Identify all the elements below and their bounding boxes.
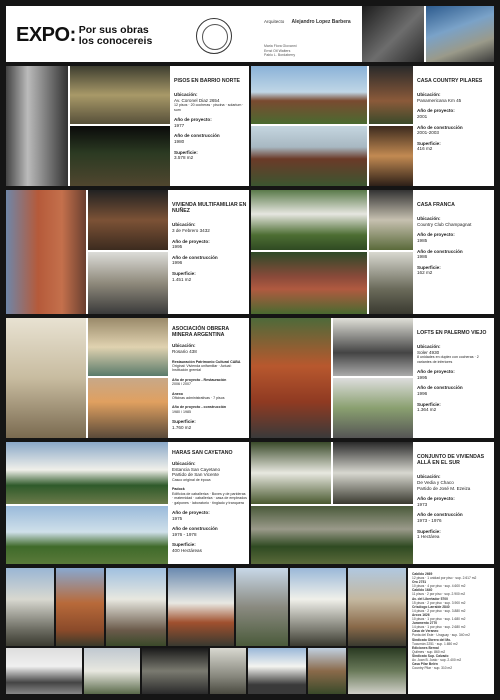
info-label: Ubicación: (417, 92, 441, 98)
info-label: Superficie: (172, 419, 196, 425)
info-value: 2001-2003 (417, 130, 439, 136)
project-panel-pisos-barrio-norte (6, 66, 249, 186)
info-label: Año de construcción (174, 133, 220, 139)
house-photo (251, 126, 367, 186)
seal-logo (196, 18, 232, 54)
info-value: 1986 (417, 254, 428, 260)
info-value: 1.760 m2 (172, 424, 192, 430)
house-photo (251, 190, 367, 250)
work-title: Sindicato Sup. Calzado (412, 653, 449, 658)
interior-photo (333, 318, 413, 376)
work-detail: Punta del Este · Uruguay · sup. 340 m2 (412, 633, 470, 638)
project-info (172, 450, 247, 554)
work-detail: 10 pisos · 4 por piso · sup. 4.600 m2 (412, 584, 466, 589)
info-label: Año de construcción (172, 254, 218, 260)
project-panel-casa-country-pilares (251, 66, 494, 186)
other-works-panel (408, 568, 494, 694)
info-value: 1 Hectárea (417, 534, 440, 540)
building-photo (251, 318, 331, 438)
info-value: 1973 - 1976 (417, 517, 442, 523)
subtitle-line-2: los conocereis (78, 35, 153, 47)
info-value: Partido de San Vicente (172, 472, 219, 478)
info-value: Rosario 438 (172, 349, 197, 354)
project-panel-conjunto-viviendas (251, 442, 494, 564)
info-value: Av. Coronel Diaz 2654 (174, 97, 220, 103)
info-label: Ubicación: (174, 92, 198, 98)
work-detail: 12 pisos · 1 unidad por piso · sup. 2.617 m2 (412, 576, 477, 581)
work-detail: Av. Juan B. Justo · sup. 2.400 m2 (412, 657, 462, 662)
info-value: 1.451 m2 (172, 276, 192, 282)
info-label: Superficie: (417, 401, 441, 407)
info-label: Superficie: (172, 542, 196, 548)
work-detail: 15 pisos · 2 por piso · sup. 3.900 m2 (412, 600, 466, 605)
architect-name: Alejandro Lopez Barbera (291, 19, 351, 25)
team-name: Ernst Otl Walters (264, 48, 291, 53)
info-value: 1996 (417, 390, 428, 396)
work-title: Crisólogo Larralde 2840 (412, 604, 450, 609)
info-label: Año de proyecto: (417, 232, 455, 238)
info-label: Año de proyecto: (174, 117, 212, 123)
info-value: 1977 (174, 122, 185, 128)
info-label: Año de construcción (417, 124, 463, 130)
project-info (172, 326, 247, 430)
building-photo (6, 190, 86, 314)
work-detail: Country Pilar · sup. 310 m2 (412, 666, 453, 671)
work-title: Cabildo 1640 (412, 588, 433, 593)
info-value: Original: Vivienda unifamiliar · Actual: Institución gremial (172, 364, 232, 373)
lobby-photo (70, 126, 170, 186)
header-photo (426, 6, 494, 62)
project-info (417, 78, 492, 152)
info-label: Año de proyecto: (172, 238, 210, 244)
info-value: 2006 / 2007 (172, 382, 191, 387)
info-label: Restauración Patrimonio Cultural CABA (172, 359, 241, 364)
info-value: 2001 (417, 113, 428, 119)
building-photo (106, 568, 166, 646)
info-label: Año de proyecto: (417, 496, 455, 502)
info-label: Ubicación: (417, 216, 441, 222)
info-label: Superficie: (417, 528, 441, 534)
complex-photo (251, 506, 413, 564)
house-photo (251, 442, 331, 504)
building-photo (248, 648, 306, 694)
project-title: CASA COUNTRY PILARES (417, 78, 483, 84)
project-panel-lofts-palermo (251, 318, 494, 438)
building-photo (290, 568, 346, 646)
info-value: 8 unidades en duplex con cocheras · 2 variantes de inferiores (417, 355, 479, 364)
work-detail: Tucumán 2251 · sup. 1.650 m2 (412, 641, 458, 646)
work-title: Arcos 1626 (412, 612, 430, 617)
poster-title (16, 24, 152, 47)
info-label: Ubicación: (172, 222, 196, 228)
info-value: 162 m2 (417, 270, 433, 276)
info-value: Oficinas administrativas · 7 pisos (172, 396, 225, 401)
info-label: Anexo (172, 391, 183, 396)
info-value: 3 de Febrero 3432 (172, 228, 210, 233)
stables-photo (6, 442, 168, 504)
info-label: Superficie: (417, 140, 441, 146)
interior-photo (70, 66, 170, 124)
building-photo (236, 568, 288, 646)
info-label: Año de proyecto - Restauración (172, 377, 227, 382)
house-photo (333, 442, 413, 504)
info-label: Año de construcción (417, 248, 463, 254)
interior-photo (369, 126, 413, 186)
info-label: Año de proyecto: (417, 108, 455, 114)
project-title: HARAS SAN CAYETANO (172, 450, 233, 456)
project-title: VIVIENDA MULTIFAMILIAR EN NUÑEZ (172, 202, 247, 215)
project-info (417, 202, 492, 276)
info-label: Superficie: (417, 264, 441, 270)
info-label: Ubicación: (417, 474, 441, 480)
info-value: 1973 (417, 501, 428, 507)
interior-photo (88, 318, 168, 376)
info-value: Soler 4930 (417, 349, 440, 355)
info-label: Ubicación: (172, 343, 196, 349)
project-panel-haras-san-cayetano (6, 442, 249, 564)
work-title: Oro 2751 (412, 580, 427, 585)
house-photo (308, 648, 346, 694)
info-value: 1996 (172, 260, 183, 266)
title-subtitle (79, 25, 153, 47)
building-photo (348, 568, 406, 646)
info-value: 3.578 m2 (174, 155, 194, 161)
info-value: 400 Hectáreas (172, 547, 202, 553)
detail-photo (369, 190, 413, 250)
building-photo (6, 648, 82, 694)
info-value: 1995 (172, 244, 183, 250)
info-label: Año de construcción (417, 385, 463, 391)
info-value: Estancia San Cayetano (172, 466, 221, 472)
house-photo (84, 648, 140, 694)
work-title: Av. del Libertador 5700 (412, 596, 448, 601)
work-detail: 11 pisos · 2 por piso · sup. 2.900 m2 (412, 592, 466, 597)
info-value: 1995 (417, 374, 428, 380)
project-panel-asociacion-obrera-minera (6, 318, 249, 438)
work-title: Cabildo 2669 (412, 572, 433, 576)
team-name: Pablo L. Bordaberry (264, 53, 296, 57)
info-value: Panamericana Km 45 (417, 97, 462, 103)
work-detail: Quilmes · sup. 860 m2 (412, 649, 446, 654)
stairs-photo (88, 252, 168, 314)
work-title: Casa Pilar Belén (412, 662, 438, 667)
architect-label: Arquitecto (264, 19, 285, 24)
interior-photo (142, 648, 208, 694)
facade-photo (88, 190, 168, 250)
building-photo (168, 568, 234, 646)
info-value: Edificios de caballeriza · Boxes y de parideras · maternidad · caballeriza · casa de empleados · galpones · laboratorio · tinglado y tranquera (172, 491, 247, 505)
info-value: 1.364 m2 (417, 407, 437, 413)
info-label: Año de proyecto: (417, 369, 455, 375)
info-label: Año de proyecto - construcción (172, 405, 227, 410)
team-name: Maria Flora Giovanni (264, 44, 297, 48)
house-photo (251, 66, 367, 124)
project-title: ASOCIACIÓN OBRERA MINERA ARGENTINA (172, 326, 229, 339)
other-works-list (408, 568, 494, 674)
info-label: Año de construcción (417, 512, 463, 518)
info-value: 416 m2 (417, 146, 433, 152)
work-title: Ediciones Bernal (412, 645, 439, 650)
work-title: Juramento 2770 (412, 621, 438, 626)
project-info (172, 202, 247, 282)
building-photo (6, 568, 54, 646)
work-detail: 14 pisos · 1 por piso · sup. 2.680 m2 (412, 625, 466, 630)
facade-photo (6, 318, 86, 438)
interior-photo (369, 252, 413, 314)
house-photo (251, 252, 367, 314)
building-photo (210, 648, 246, 694)
house-photo (348, 648, 406, 694)
project-info (417, 330, 492, 413)
project-title: CONJUNTO DE VIVIENDAS ALLÁ EN EL SUR (417, 454, 485, 467)
info-value: 1976 - 1978 (172, 531, 197, 537)
project-title: CASA FRANCA (417, 202, 455, 208)
project-info (174, 78, 246, 161)
project-panel-casa-franca (251, 190, 494, 314)
info-label: Año de construcción (172, 526, 218, 532)
info-value: 1985 (417, 237, 428, 243)
info-value: 1980 / 1985 (172, 409, 191, 414)
project-info (417, 454, 492, 540)
info-label: Padock (172, 487, 185, 492)
info-label: Ubicación: (172, 461, 196, 467)
info-value: 1980 (174, 138, 185, 144)
info-value: Partido de José M. Ezeiza (417, 485, 471, 491)
info-value: 12 pisos · 20 cocheras · piscina · solarium · sum (174, 103, 244, 112)
info-label: Ubicación: (417, 344, 441, 350)
annex-photo (88, 378, 168, 438)
work-title: Casa de Veraneo (412, 629, 439, 634)
info-value: 1975 (172, 515, 183, 521)
info-value: Casco original de época (172, 477, 211, 482)
estate-photo (6, 506, 168, 564)
header-photo (362, 6, 424, 62)
project-title: LOFTS EN PALERMO VIEJO (417, 330, 487, 336)
building-photo (6, 66, 68, 186)
info-value: De Vedia y Chaco (417, 480, 454, 485)
architect-credit (264, 19, 351, 25)
work-title: Sindicato Obrero del Mo. (412, 637, 452, 642)
subtitle-line-1: Por sus obras (78, 24, 149, 36)
info-label: Superficie: (174, 149, 198, 155)
title-expo: EXPO: (16, 24, 76, 46)
project-panel-vivienda-nunez (6, 190, 249, 314)
info-value: Country Club Champagnat (417, 221, 472, 227)
work-detail: 14 pisos · 2 por piso · sup. 3.880 m2 (412, 608, 466, 613)
info-label: Año de proyecto: (172, 510, 210, 516)
team-names (264, 44, 296, 58)
chimney-photo (369, 66, 413, 124)
project-title: PISOS EN BARRIO NORTE (174, 78, 241, 84)
building-photo (56, 568, 104, 646)
work-detail: 10 pisos · 1 por piso · sup. 1.680 m2 (412, 617, 466, 622)
stairs-photo (333, 378, 413, 438)
info-label: Superficie: (172, 270, 196, 276)
